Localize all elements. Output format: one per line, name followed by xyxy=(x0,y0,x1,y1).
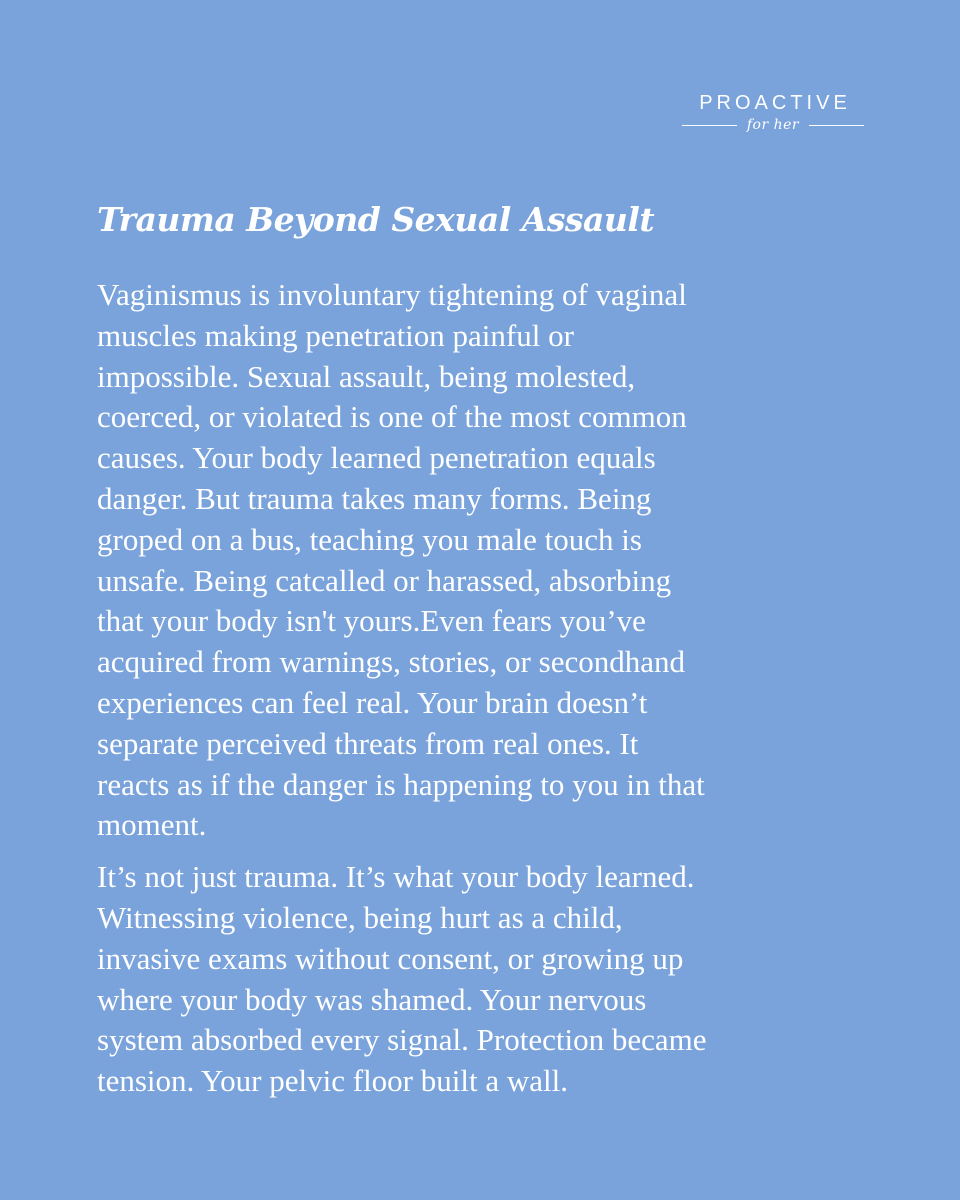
paragraph-1-line: coerced, or violated is one of the most common xyxy=(97,399,687,435)
paragraph-1 xyxy=(97,275,877,846)
paragraph-1-line: impossible. Sexual assault, being molested, xyxy=(97,358,636,394)
logo-right-rule xyxy=(809,125,864,126)
logo-tagline-row xyxy=(682,116,864,134)
logo-left-rule xyxy=(682,125,737,126)
paragraph-1-line: that your body isn't yours.Even fears you’ve xyxy=(97,603,646,639)
paragraph-1-line: danger. But trauma takes many forms. Being xyxy=(97,480,652,516)
paragraph-1-line: muscles making penetration painful or xyxy=(97,317,574,353)
paragraph-2-line: tension. Your pelvic floor built a wall. xyxy=(97,1063,568,1099)
paragraph-2 xyxy=(97,857,877,1102)
paragraph-1-line: acquired from warnings, stories, or secondhand xyxy=(97,644,685,680)
page-title: Trauma Beyond Sexual Assault xyxy=(97,200,655,239)
paragraph-1-line: moment. xyxy=(97,807,207,843)
logo-tagline: for her xyxy=(746,117,800,133)
paragraph-1-line: reacts as if the danger is happening to you in that xyxy=(97,766,705,802)
body-text xyxy=(97,275,877,1102)
paragraph-2-line: system absorbed every signal. Protection became xyxy=(97,1022,707,1058)
paragraph-1-line: unsafe. Being catcalled or harassed, absorbing xyxy=(97,562,672,598)
paragraph-2-line: Witnessing violence, being hurt as a child, xyxy=(97,899,623,935)
paragraph-1-line: separate perceived threats from real ones. It xyxy=(97,725,639,761)
paragraph-2-line: where your body was shamed. Your nervous xyxy=(97,981,647,1017)
paragraph-1-line: groped on a bus, teaching you male touch is xyxy=(97,521,642,557)
paragraph-2-line: invasive exams without consent, or growing up xyxy=(97,940,684,976)
paragraph-2-line: It’s not just trauma. It’s what your body learned. xyxy=(97,859,695,895)
brand-logo xyxy=(682,91,864,134)
paragraph-1-line: causes. Your body learned penetration equals xyxy=(97,440,656,476)
paragraph-1-line: Vaginismus is involuntary tightening of vaginal xyxy=(97,277,687,312)
paragraph-1-line: experiences can feel real. Your brain doesn’t xyxy=(97,684,648,720)
logo-brand-text: PROACTIVE xyxy=(699,92,851,114)
